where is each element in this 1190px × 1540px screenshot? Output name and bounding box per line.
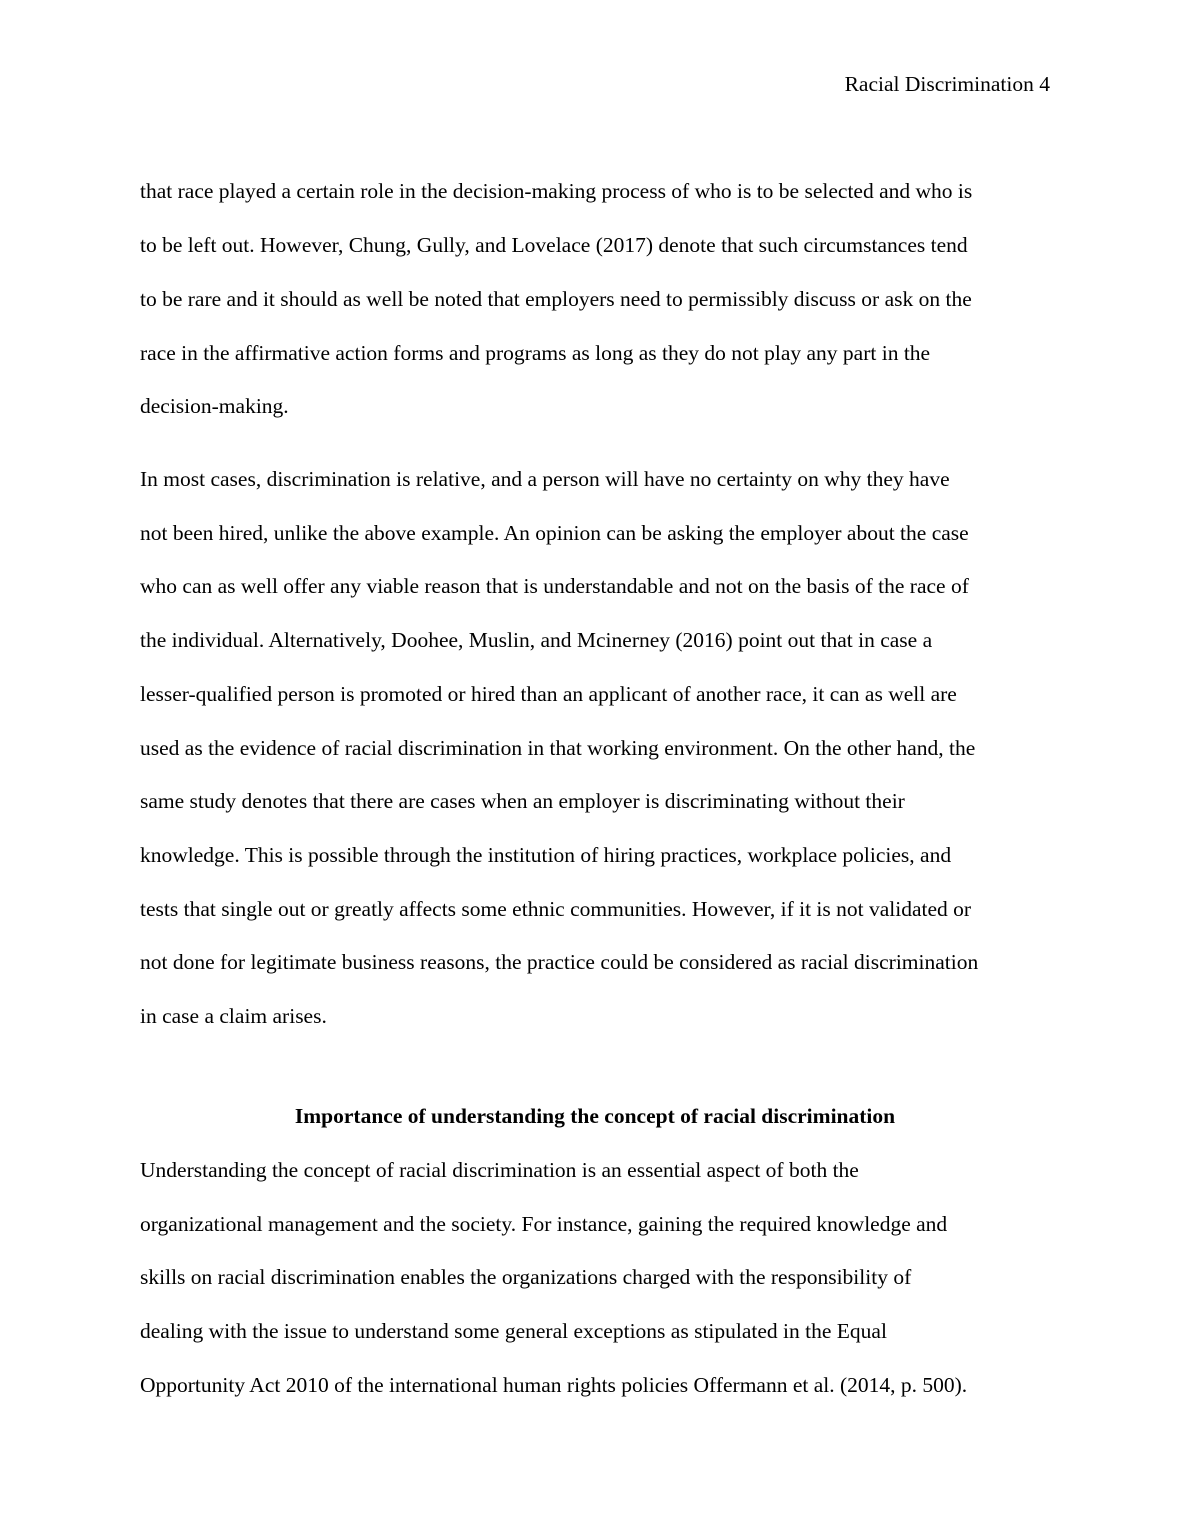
running-head: Racial Discrimination 4: [844, 72, 1050, 96]
text-line: tests that single out or greatly affects some ethnic communities. However, if it is not validated or: [140, 897, 972, 921]
text-line: used as the evidence of racial discrimination in that working environment. On the other hand, the: [140, 736, 976, 760]
text-line: not been hired, unlike the above example. An opinion can be asking the employer about the case: [140, 521, 969, 545]
text-line: same study denotes that there are cases when an employer is discriminating without their: [140, 789, 905, 813]
text-line: that race played a certain role in the decision-making process of who is to be selected and who is: [140, 179, 973, 203]
text-line: the individual. Alternatively, Doohee, Muslin, and Mcinerney (2016) point out that in case a: [140, 628, 933, 652]
text-line: to be left out. However, Chung, Gully, and Lovelace (2017) denote that such circumstances tend: [140, 233, 968, 257]
text-line: skills on racial discrimination enables the organizations charged with the responsibility of: [140, 1265, 912, 1289]
text-line: not done for legitimate business reasons, the practice could be considered as racial discrimination: [140, 950, 979, 974]
text-line: lesser-qualified person is promoted or hired than an applicant of another race, it can as well are: [140, 682, 957, 706]
text-line: Understanding the concept of racial discrimination is an essential aspect of both the: [140, 1158, 859, 1182]
text-line: who can as well offer any viable reason that is understandable and not on the basis of the race of: [140, 574, 969, 598]
text-line: in case a claim arises.: [140, 1004, 327, 1028]
text-line: dealing with the issue to understand some general exceptions as stipulated in the Equal: [140, 1319, 887, 1343]
section-heading: Importance of understanding the concept of racial discrimination: [294, 1104, 896, 1128]
text-line: decision-making.: [140, 394, 289, 418]
text-line: In most cases, discrimination is relative, and a person will have no certainty on why they have: [140, 467, 950, 491]
text-line: Opportunity Act 2010 of the international human rights policies Offermann et al. (2014, p. 500).: [140, 1373, 968, 1397]
text-line: to be rare and it should as well be noted that employers need to permissibly discuss or ask on the: [140, 287, 972, 311]
text-line: organizational management and the society. For instance, gaining the required knowledge and: [140, 1212, 948, 1236]
text-line: race in the affirmative action forms and programs as long as they do not play any part in the: [140, 341, 931, 365]
text-line: knowledge. This is possible through the institution of hiring practices, workplace policies, and: [140, 843, 952, 867]
